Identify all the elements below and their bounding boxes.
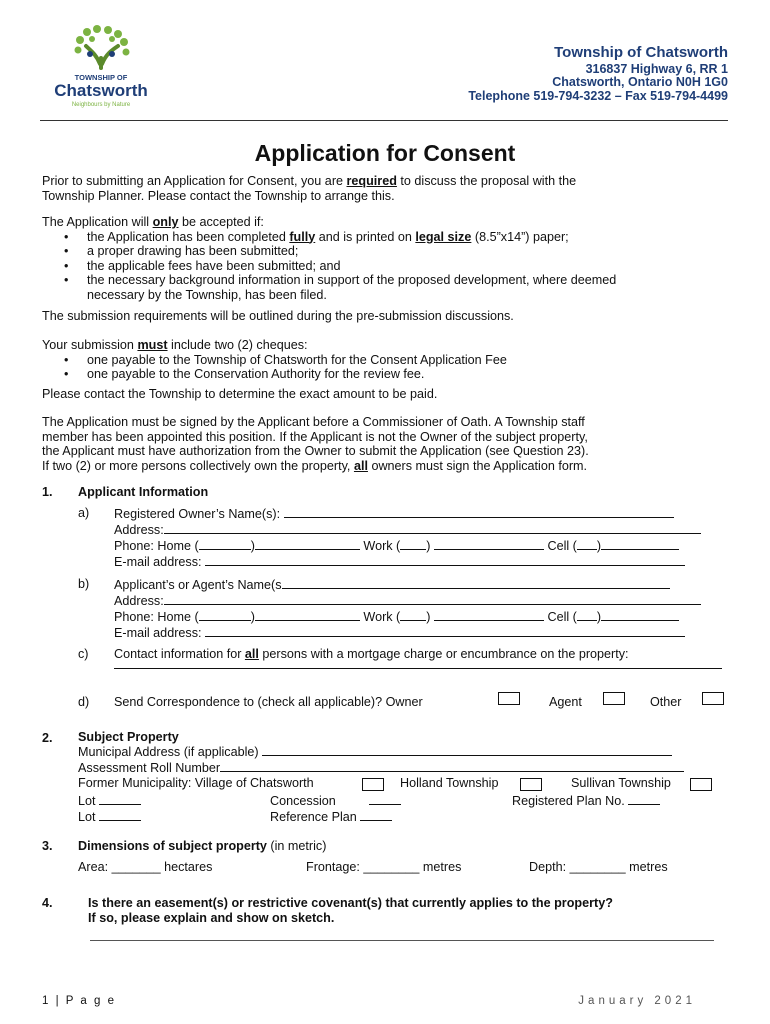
section-2-title: Subject Property bbox=[78, 730, 179, 744]
correspondence-label: Send Correspondence to (check all applicable)? Owner bbox=[114, 695, 423, 709]
owner-address-row: Address: bbox=[114, 522, 701, 537]
svg-text:Chatsworth: Chatsworth bbox=[54, 81, 148, 100]
agent-checkbox[interactable] bbox=[603, 692, 625, 705]
owner-email-row: E-mail address: bbox=[114, 554, 685, 569]
agent-email-field[interactable] bbox=[205, 625, 685, 637]
agent-name-row: Applicant’s or Agent’s Name(s bbox=[114, 577, 670, 592]
agent-name-field[interactable] bbox=[282, 577, 670, 589]
sullivan-checkbox[interactable] bbox=[690, 778, 712, 791]
header-address-2: Chatsworth, Ontario N0H 1G0 bbox=[552, 75, 728, 89]
owner-home-area-code[interactable] bbox=[199, 538, 251, 550]
item-d-label: d) bbox=[78, 695, 90, 709]
owner-address-field[interactable] bbox=[164, 522, 701, 534]
former-municipality-label: Former Municipality: Village of Chatsworth bbox=[78, 776, 314, 790]
agent-cell-area-code[interactable] bbox=[577, 609, 597, 621]
section-4-number: 4. bbox=[42, 896, 53, 910]
mortgage-contact-label: Contact information for all persons with a mortgage charge or encumbrance on the property: bbox=[114, 647, 629, 661]
frontage-field[interactable]: Frontage: ________ metres bbox=[306, 860, 462, 874]
cheque-item: • one payable to the Conservation Authority for the review fee. bbox=[42, 367, 732, 382]
agent-home-area-code[interactable] bbox=[199, 609, 251, 621]
concession-row: Concession bbox=[270, 793, 401, 808]
owner-name-row: Registered Owner’s Name(s): bbox=[114, 506, 674, 521]
owner-work-phone-field[interactable] bbox=[434, 538, 544, 550]
easement-answer-line[interactable] bbox=[90, 940, 714, 941]
owner-phone-row: Phone: Home ( ) Work ( ) Cell ( ) bbox=[114, 538, 679, 553]
other-checkbox[interactable] bbox=[702, 692, 724, 705]
header-rule bbox=[40, 120, 728, 121]
intro-paragraph-5: Please contact the Township to determine the exact amount to be paid. bbox=[42, 387, 438, 401]
municipal-address-field[interactable] bbox=[262, 744, 672, 756]
depth-field[interactable]: Depth: ________ metres bbox=[529, 860, 668, 874]
agent-email-row: E-mail address: bbox=[114, 625, 685, 640]
agent-cell-phone-field[interactable] bbox=[601, 609, 679, 621]
intro-paragraph-1: Prior to submitting an Application for Consent, you are required to discuss the proposal with the Township Planner. Please contact the Township to arrange this. bbox=[42, 174, 577, 203]
agent-option-label: Agent bbox=[549, 695, 582, 709]
section-2-number: 2. bbox=[42, 731, 53, 745]
sullivan-label: Sullivan Township bbox=[571, 776, 671, 790]
agent-work-area-code[interactable] bbox=[400, 609, 426, 621]
svg-text:Neighbours by Nature: Neighbours by Nature bbox=[71, 102, 131, 108]
section-1-number: 1. bbox=[42, 485, 53, 499]
agent-address-row: Address: bbox=[114, 593, 701, 608]
signing-paragraph: The Application must be signed by the Applicant before a Commissioner of Oath. A Township staff member has been appointed this position. If the Applicant is not the Owner of the subject property, the Applicant must have authorization from the Owner to submit the Application (see Question 23). If two (2) or more persons collectively own the property, all owners must sign the Application form. bbox=[42, 415, 589, 473]
owner-home-phone-field[interactable] bbox=[255, 538, 360, 550]
holland-label: Holland Township bbox=[400, 776, 499, 790]
registered-plan-row: Registered Plan No. bbox=[512, 793, 660, 808]
condition-item: • the Application has been completed fully and is printed on legal size (8.5”x14”) paper; bbox=[42, 230, 732, 245]
lot-field-2[interactable] bbox=[99, 809, 141, 821]
chatsworth-checkbox[interactable] bbox=[362, 778, 384, 791]
tree-logo-icon bbox=[40, 24, 162, 110]
intro-paragraph-3: The submission requirements will be outlined during the pre-submission discussions. bbox=[42, 309, 514, 323]
owner-cell-phone-field[interactable] bbox=[601, 538, 679, 550]
easement-question: Is there an easement(s) or restrictive covenant(s) that currently applies to the property? If so, please explain and show on sketch. bbox=[88, 896, 613, 925]
header-address-1: 316837 Highway 6, RR 1 bbox=[585, 62, 728, 76]
cheque-requirements: Your submission must include two (2) cheques: • one payable to the Township of Chatsworth for the Consent Application Fee • one payable to the Conservation Authority for the review fee. bbox=[42, 338, 732, 382]
owner-checkbox[interactable] bbox=[498, 692, 520, 705]
lot-field-1[interactable] bbox=[99, 793, 141, 805]
condition-item: • the applicable fees have been submitted; and bbox=[42, 259, 732, 274]
agent-phone-row: Phone: Home ( ) Work ( ) Cell ( ) bbox=[114, 609, 679, 624]
header-title: Township of Chatsworth bbox=[554, 44, 728, 61]
condition-item: • a proper drawing has been submitted; bbox=[42, 244, 732, 259]
section-3-number: 3. bbox=[42, 839, 53, 853]
mortgage-contact-field[interactable] bbox=[114, 668, 722, 669]
registered-plan-field[interactable] bbox=[628, 793, 660, 805]
acceptance-conditions: The Application will only be accepted if: • the Application has been completed fully and is printed on legal size (8.5”x14”) paper; • a proper drawing has been submitted; • the applicable fees have been submitted; and • the necessary background information in support of the proposed development, where deemed necessary by the Township, has been filed. bbox=[42, 215, 732, 302]
concession-field[interactable] bbox=[369, 793, 401, 805]
header-phone: Telephone 519-794-3232 – Fax 519-794-4499 bbox=[468, 89, 728, 103]
page-number: 1 | P a g e bbox=[42, 995, 117, 1007]
reference-plan-field[interactable] bbox=[360, 809, 392, 821]
lot-row-2: Lot bbox=[78, 809, 141, 824]
owner-cell-area-code[interactable] bbox=[577, 538, 597, 550]
section-3-title: Dimensions of subject property (in metric) bbox=[78, 839, 327, 853]
agent-address-field[interactable] bbox=[164, 593, 701, 605]
section-1-title: Applicant Information bbox=[78, 485, 209, 499]
reference-plan-row: Reference Plan bbox=[270, 809, 392, 824]
document-date: January 2021 bbox=[578, 995, 696, 1007]
owner-email-field[interactable] bbox=[205, 554, 685, 566]
agent-work-phone-field[interactable] bbox=[434, 609, 544, 621]
item-b-label: b) bbox=[78, 577, 90, 591]
document-title: Application for Consent bbox=[254, 140, 516, 166]
item-a-label: a) bbox=[78, 506, 90, 520]
lot-row-1: Lot bbox=[78, 793, 141, 808]
roll-number-field[interactable] bbox=[220, 760, 684, 772]
holland-checkbox[interactable] bbox=[520, 778, 542, 791]
owner-name-field[interactable] bbox=[284, 506, 674, 518]
roll-number-row: Assessment Roll Number bbox=[78, 760, 684, 775]
agent-home-phone-field[interactable] bbox=[255, 609, 360, 621]
condition-item: • the necessary background information in support of the proposed development, where deemed necessary by the Township, has been filed. bbox=[42, 273, 732, 302]
municipal-address-row: Municipal Address (if applicable) bbox=[78, 744, 672, 759]
owner-work-area-code[interactable] bbox=[400, 538, 426, 550]
svg-text:TOWNSHIP OF: TOWNSHIP OF bbox=[74, 73, 128, 82]
other-option-label: Other bbox=[650, 695, 682, 709]
township-logo bbox=[40, 24, 162, 110]
item-c-label: c) bbox=[78, 647, 89, 661]
cheque-item: • one payable to the Township of Chatsworth for the Consent Application Fee bbox=[42, 353, 732, 368]
area-field[interactable]: Area: _______ hectares bbox=[78, 860, 213, 874]
